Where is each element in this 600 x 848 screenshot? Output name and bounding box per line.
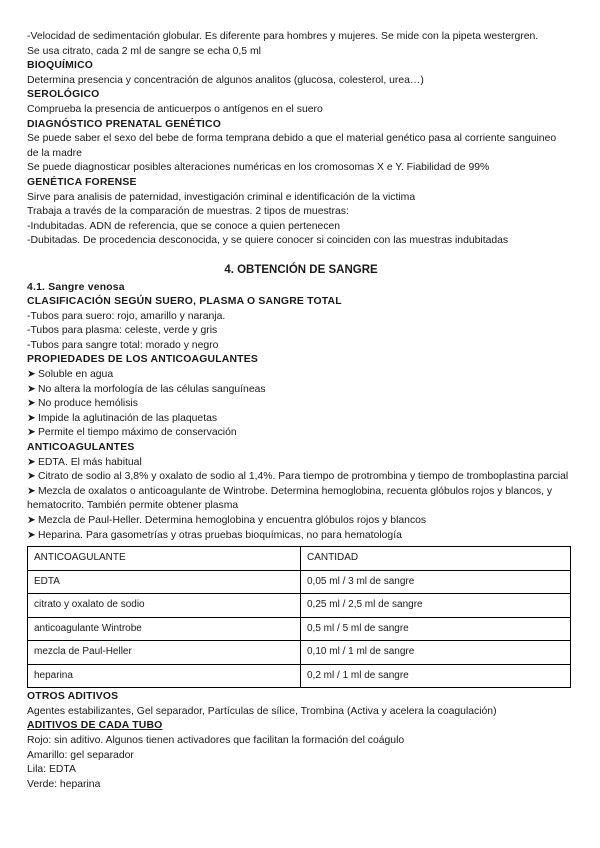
section-title: 4. OBTENCIÓN DE SANGRE (224, 263, 378, 276)
document-body (27, 30, 575, 792)
table-cell: citrato y oxalato de sodio (28, 594, 301, 618)
serologico-heading: SEROLÓGICO (27, 89, 100, 101)
table-row (28, 641, 571, 665)
propiedad-item: ➤ Soluble en agua (27, 368, 575, 383)
aditivos-tubo-heading: ADITIVOS DE CADA TUBO (27, 720, 163, 732)
propiedad-item: ➤ Permite el tiempo máximo de conservación (27, 426, 575, 441)
table-header-row (28, 547, 571, 571)
anticoagulant-table (27, 546, 571, 688)
propiedad-item: ➤ Impide la aglutinación de las plaquetas (27, 412, 575, 427)
anticoagulante-item: ➤ Mezcla de oxalatos o anticoagulante de Wintrobe. Determina hemoglobina, recuenta glóbulos rojos y blancos, y hematocrito. También permite obtener plasma (27, 485, 553, 512)
forense-line: -Dubitadas. De procedencia desconocida, y se quiere conocer si coinciden con las muestras indubitadas (27, 235, 509, 247)
prenatal-heading: DIAGNÓSTICO PRENATAL GENÉTICO (27, 118, 221, 130)
serologico-text: Comprueba la presencia de anticuerpos o antígenos en el suero (27, 103, 323, 115)
bioquimico-text: Determina presencia y concentración de algunos analitos (glucosa, colesterol, urea…) (27, 74, 424, 86)
aditivo-line: Lila: EDTA (27, 764, 76, 776)
forense-line: Trabaja a través de la comparación de muestras. 2 tipos de muestras: (27, 206, 349, 218)
clasificacion-line: -Tubos para suero: rojo, amarillo y naranja. (27, 310, 226, 322)
arrow-bullet-icon: ➤ (27, 383, 36, 395)
arrow-bullet-icon: ➤ (27, 515, 36, 526)
table-cell: 0,5 ml / 5 ml de sangre (301, 617, 571, 641)
table-row (28, 664, 571, 688)
table-row (28, 570, 571, 594)
forense-line: Sirve para analisis de paternidad, investigación criminal e identificación de la victima (27, 191, 416, 203)
propiedades-heading: PROPIEDADES DE LOS ANTICOAGULANTES (27, 354, 258, 366)
arrow-bullet-icon: ➤ (27, 412, 36, 424)
clasificacion-line: -Tubos para sangre total: morado y negro (27, 339, 219, 351)
table-cell: anticoagulante Wintrobe (28, 617, 301, 641)
table-header-cell: CANTIDAD (301, 547, 571, 571)
arrow-bullet-icon: ➤ (27, 398, 36, 410)
propiedad-item: ➤ No produce hemólisis (27, 397, 575, 412)
subsection-title: 4.1. Sangre venosa (27, 281, 125, 293)
forense-heading: GENÉTICA FORENSE (27, 176, 137, 188)
aditivo-line: Verde: heparina (27, 778, 101, 790)
otros-aditivos-text: Agentes estabilizantes, Gel separador, Partículas de sílice, Trombina (Activa y acelera la coagulación) (27, 705, 497, 717)
arrow-bullet-icon: ➤ (27, 456, 36, 468)
aditivo-line: Rojo: sin aditivo. Algunos tienen activadores que facilitan la formación del coágulo (27, 734, 405, 746)
table-cell: mezcla de Paul-Heller (28, 641, 301, 665)
clasificacion-heading: CLASIFICACIÓN SEGÚN SUERO, PLASMA O SANGRE TOTAL (27, 296, 342, 308)
anticoagulante-item: ➤ Mezcla de Paul-Heller. Determina hemoglobina y encuentra glóbulos rojos y blancos (27, 514, 575, 529)
arrow-bullet-icon: ➤ (27, 471, 36, 483)
table-cell: 0,2 ml / 1 ml de sangre (301, 664, 571, 688)
table-header-cell: ANTICOAGULANTE (28, 547, 301, 571)
arrow-bullet-icon: ➤ (27, 529, 36, 541)
table-cell: 0,10 ml / 1 ml de sangre (301, 641, 571, 665)
clasificacion-line: -Tubos para plasma: celeste, verde y gris (27, 325, 218, 337)
forense-line: -Indubitadas. ADN de referencia, que se conoce a quien pertenecen (27, 220, 341, 232)
anticoagulante-item: ➤ Citrato de sodio al 3,8% y oxalato de sodio al 1,4%. Para tiempo de protrombina y tiempo de tromboplastina parcial (27, 470, 575, 485)
table-row (28, 594, 571, 618)
arrow-bullet-icon: ➤ (27, 427, 36, 439)
table-cell: 0,05 ml / 3 ml de sangre (301, 570, 571, 594)
table-cell: heparina (28, 664, 301, 688)
table-row (28, 617, 571, 641)
otros-aditivos-heading: OTROS ADITIVOS (27, 691, 119, 703)
vsg-paragraph: -Velocidad de sedimentación globular. Es diferente para hombres y mujeres. Se mide con la pipeta westergren. Se usa citrato, cada 2 ml de sangre se echa 0,5 ml (27, 31, 539, 57)
table-cell: EDTA (28, 570, 301, 594)
propiedad-item: ➤ No altera la morfología de las células sanguíneas (27, 383, 575, 398)
prenatal-text-1: Se puede saber el sexo del bebe de forma temprana debido a que el material genético pasa al corriente sanguineo de la madre (27, 133, 557, 159)
arrow-bullet-icon: ➤ (27, 369, 36, 381)
anticoagulante-item: ➤ EDTA. El más habitual (27, 456, 575, 471)
bioquimico-heading: BIOQUÍMICO (27, 60, 94, 72)
prenatal-text-2: Se puede diagnosticar posibles alteraciones numéricas en los cromosomas X e Y. Fiabilidad de 99% (27, 162, 490, 174)
table-cell: 0,25 ml / 2,5 ml de sangre (301, 594, 571, 618)
anticoagulantes-heading: ANTICOAGULANTES (27, 442, 135, 454)
aditivo-line: Amarillo: gel separador (27, 749, 134, 761)
anticoagulante-item: ➤ Heparina. Para gasometrías y otras pruebas bioquímicas, no para hematología (27, 529, 575, 544)
arrow-bullet-icon: ➤ (27, 485, 36, 497)
